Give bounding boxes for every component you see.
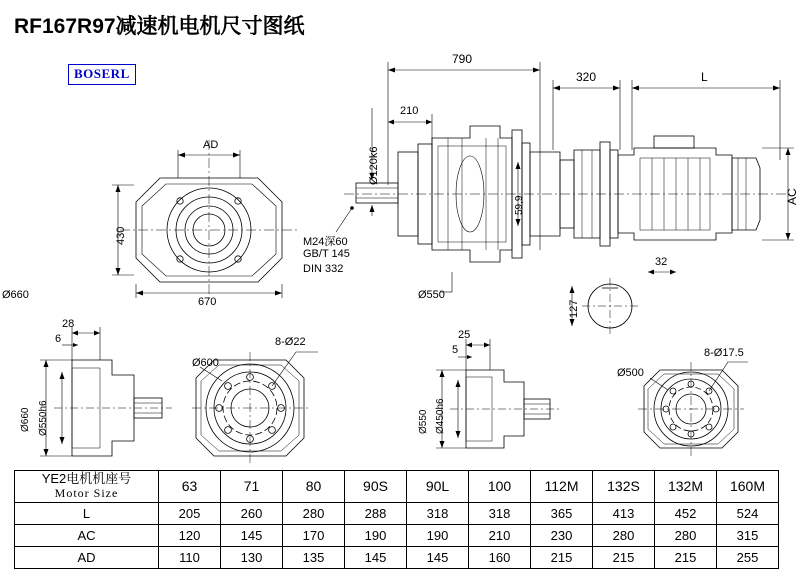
table-cell: 280 <box>283 502 345 524</box>
table-cell: 365 <box>531 502 593 524</box>
page-title: RF167R97减速机电机尺寸图纸 <box>14 15 305 38</box>
table-cell: 280 <box>593 524 655 546</box>
row-label: AD <box>15 546 159 568</box>
table-cell: 215 <box>593 546 655 568</box>
table-header-row <box>15 471 779 503</box>
table-cell: 318 <box>407 502 469 524</box>
table-cell: 160 <box>469 546 531 568</box>
brand-logo: BOSERL <box>68 64 136 85</box>
table-cell: 130 <box>221 546 283 568</box>
dim-127: 127 <box>568 299 580 318</box>
dim-d600: Ø600 <box>192 357 219 369</box>
table-col-header: 63 <box>159 471 221 503</box>
dim-6: 6 <box>55 333 62 345</box>
table-col-header: 100 <box>469 471 531 503</box>
dim-32: 32 <box>655 256 668 268</box>
dim-320: 320 <box>576 70 597 84</box>
dim-d660-top: Ø660 <box>2 289 29 301</box>
table-cell: 318 <box>469 502 531 524</box>
table-cell: 205 <box>159 502 221 524</box>
dim-AC: AC <box>785 188 799 205</box>
dim-59-9: 59,9 <box>514 195 525 215</box>
table-cell: 413 <box>593 502 655 524</box>
dim-670: 670 <box>198 296 217 308</box>
dim-210: 210 <box>400 105 419 117</box>
row-label: L <box>15 502 159 524</box>
table-col-header: 90S <box>345 471 407 503</box>
thread-note-line3: DIN 332 <box>303 263 344 275</box>
table-cell: 210 <box>469 524 531 546</box>
table-cell: 288 <box>345 502 407 524</box>
dim-d660: Ø660 <box>20 407 31 432</box>
dim-d500: Ø500 <box>617 367 644 379</box>
table-cell: 110 <box>159 546 221 568</box>
table-cell: 145 <box>345 546 407 568</box>
table-cell: 145 <box>221 524 283 546</box>
table-cell: 260 <box>221 502 283 524</box>
table-header-label-en: Motor Size <box>54 485 119 500</box>
table-header-label <box>15 471 159 503</box>
table-cell: 145 <box>407 546 469 568</box>
dim-d550h6: Ø550h6 <box>38 400 49 436</box>
table-cell: 190 <box>407 524 469 546</box>
dim-25: 25 <box>458 329 471 341</box>
table-col-header: 132M <box>655 471 717 503</box>
table-col-header: 132S <box>593 471 655 503</box>
dim-5: 5 <box>452 344 459 356</box>
table-cell: 280 <box>655 524 717 546</box>
table-cell: 524 <box>717 502 779 524</box>
dim-shaft-dia: Ø120k6 <box>368 146 380 185</box>
row-label: AC <box>15 524 159 546</box>
motor-size-table <box>14 470 779 569</box>
thread-note-line2: GB/T 145 <box>303 248 350 260</box>
dim-d450h6: Ø450h6 <box>435 398 446 434</box>
dim-d550-left: Ø550 <box>418 409 429 434</box>
table-col-header: 160M <box>717 471 779 503</box>
dim-L: L <box>701 70 708 84</box>
table-col-header: 71 <box>221 471 283 503</box>
table-row <box>15 502 779 524</box>
table-cell: 255 <box>717 546 779 568</box>
table-cell: 215 <box>531 546 593 568</box>
dim-8xd17-5: 8-Ø17.5 <box>704 347 744 359</box>
dim-430: 430 <box>115 226 127 245</box>
table-col-header: 80 <box>283 471 345 503</box>
table-row <box>15 546 779 568</box>
table-cell: 230 <box>531 524 593 546</box>
table-cell: 315 <box>717 524 779 546</box>
table-row <box>15 524 779 546</box>
dim-ad-top: AD <box>203 139 219 151</box>
table-cell: 190 <box>345 524 407 546</box>
dim-d550-main: Ø550 <box>418 289 445 301</box>
table-cell: 215 <box>655 546 717 568</box>
dim-28: 28 <box>62 318 75 330</box>
table-header-label-cn: YE2电机机座号 <box>41 471 132 486</box>
table-col-header: 90L <box>407 471 469 503</box>
table-cell: 135 <box>283 546 345 568</box>
dim-790: 790 <box>452 52 473 66</box>
table-col-header: 112M <box>531 471 593 503</box>
dim-8xd22: 8-Ø22 <box>275 336 306 348</box>
table-cell: 452 <box>655 502 717 524</box>
table-cell: 170 <box>283 524 345 546</box>
table-cell: 120 <box>159 524 221 546</box>
thread-note-line1: M24深60 <box>303 236 348 248</box>
